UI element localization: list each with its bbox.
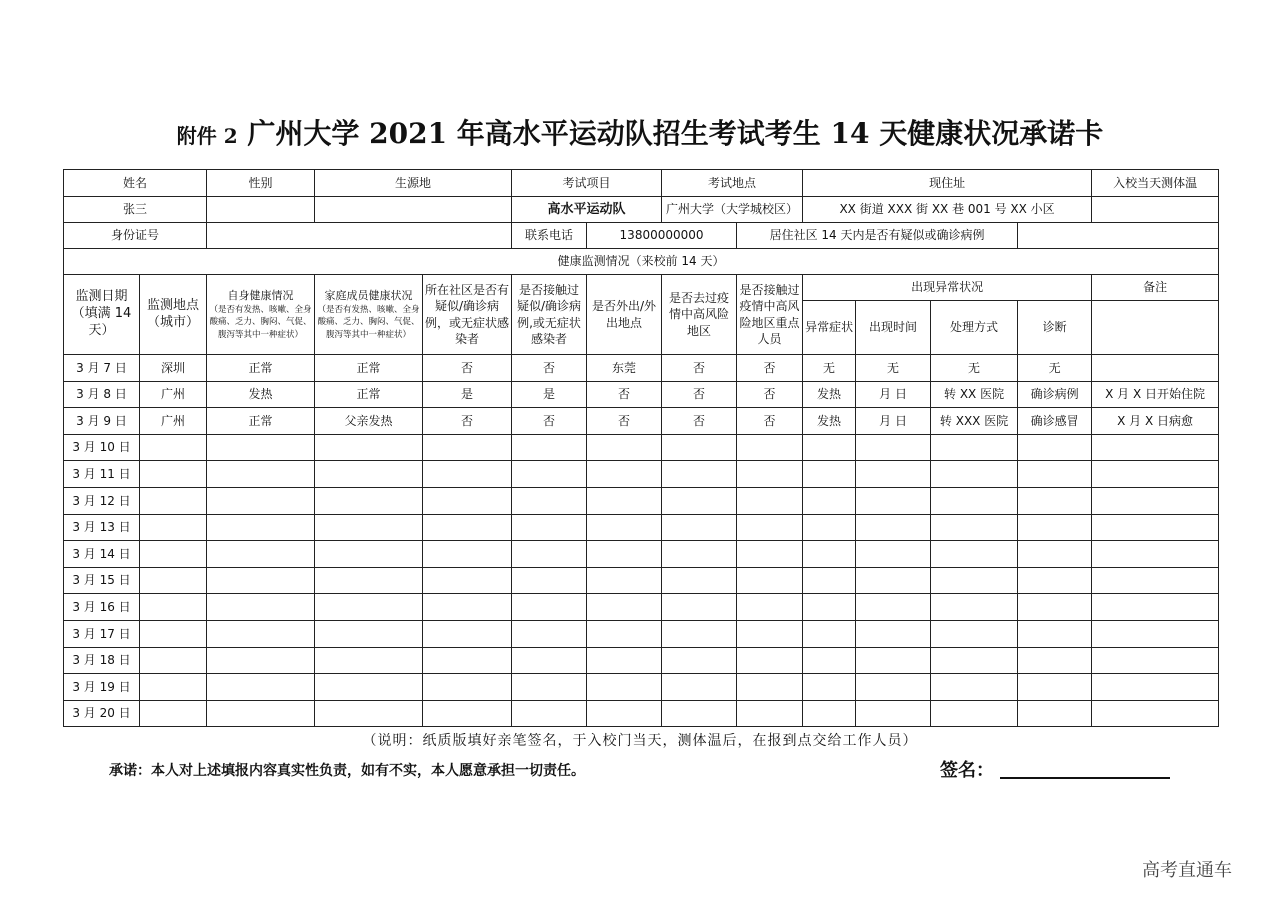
cell-risk-person[interactable] bbox=[737, 434, 803, 461]
cell-contact[interactable] bbox=[512, 514, 587, 541]
cell-risk-area[interactable] bbox=[662, 514, 737, 541]
cell-out[interactable] bbox=[587, 647, 662, 674]
cell-family[interactable] bbox=[315, 567, 423, 594]
cell-out[interactable]: 否 bbox=[587, 408, 662, 435]
cell-remark[interactable] bbox=[1092, 461, 1219, 488]
cell-contact[interactable] bbox=[512, 434, 587, 461]
cell-diagnosis[interactable]: 无 bbox=[1018, 355, 1092, 382]
header-self-health bbox=[207, 275, 315, 355]
cell-place[interactable] bbox=[140, 461, 207, 488]
cell-handling[interactable] bbox=[931, 647, 1018, 674]
cell-risk-person[interactable] bbox=[737, 594, 803, 621]
cell-date: 3 月 20 日 bbox=[64, 700, 140, 727]
cell-contact[interactable]: 是 bbox=[512, 381, 587, 408]
cell-date: 3 月 10 日 bbox=[64, 434, 140, 461]
cell-self[interactable] bbox=[207, 700, 315, 727]
cell-self[interactable] bbox=[207, 674, 315, 701]
phone-label: 联系电话 bbox=[512, 223, 587, 249]
cell-risk-area[interactable]: 否 bbox=[662, 381, 737, 408]
header-remarks: 备注 bbox=[1092, 275, 1219, 301]
cell-out[interactable] bbox=[587, 434, 662, 461]
cell-contact[interactable] bbox=[512, 487, 587, 514]
cell-diagnosis[interactable] bbox=[1018, 487, 1092, 514]
cell-community[interactable] bbox=[423, 514, 512, 541]
cell-remark[interactable] bbox=[1092, 434, 1219, 461]
table-row bbox=[64, 647, 1219, 674]
cell-community[interactable] bbox=[423, 434, 512, 461]
cell-handling[interactable] bbox=[931, 567, 1018, 594]
cell-out[interactable] bbox=[587, 541, 662, 568]
table-row bbox=[64, 355, 1219, 382]
family-health-title: 家庭成员健康状况 bbox=[324, 289, 413, 303]
cell-handling[interactable]: 转 XX 医院 bbox=[931, 381, 1018, 408]
cell-handling[interactable]: 转 XXX 医院 bbox=[931, 408, 1018, 435]
cell-self[interactable] bbox=[207, 434, 315, 461]
cell-remark[interactable] bbox=[1092, 514, 1219, 541]
header-high-risk-area: 是否去过疫情中高风险地区 bbox=[662, 275, 737, 355]
cell-community[interactable] bbox=[423, 594, 512, 621]
cell-risk-area[interactable] bbox=[662, 700, 737, 727]
cell-community[interactable] bbox=[423, 674, 512, 701]
cell-family[interactable] bbox=[315, 674, 423, 701]
cell-family[interactable]: 父亲发热 bbox=[315, 408, 423, 435]
cell-time[interactable] bbox=[856, 434, 931, 461]
cell-self[interactable] bbox=[207, 620, 315, 647]
cell-community[interactable] bbox=[423, 620, 512, 647]
cell-time[interactable] bbox=[856, 461, 931, 488]
monitor-section-title: 健康监测情况（来校前 14 天） bbox=[64, 249, 1219, 275]
cell-place[interactable]: 广州 bbox=[140, 408, 207, 435]
cell-diagnosis[interactable] bbox=[1018, 594, 1092, 621]
cell-place[interactable] bbox=[140, 700, 207, 727]
cell-contact[interactable] bbox=[512, 674, 587, 701]
cell-family[interactable] bbox=[315, 620, 423, 647]
header-remarks-blank bbox=[1092, 301, 1219, 355]
id-label: 身份证号 bbox=[64, 223, 207, 249]
cell-contact[interactable] bbox=[512, 567, 587, 594]
cell-place[interactable] bbox=[140, 647, 207, 674]
cell-time[interactable]: 无 bbox=[856, 355, 931, 382]
cell-remark[interactable]: X 月 X 日开始住院 bbox=[1092, 381, 1219, 408]
cell-time[interactable] bbox=[856, 674, 931, 701]
table-row bbox=[64, 461, 1219, 488]
cell-diagnosis[interactable] bbox=[1018, 674, 1092, 701]
cell-remark[interactable] bbox=[1092, 567, 1219, 594]
cell-self[interactable]: 正常 bbox=[207, 408, 315, 435]
cell-remark[interactable] bbox=[1092, 355, 1219, 382]
cell-contact[interactable] bbox=[512, 461, 587, 488]
cell-place[interactable] bbox=[140, 620, 207, 647]
cell-community[interactable] bbox=[423, 461, 512, 488]
cell-symptom[interactable]: 发热 bbox=[803, 381, 856, 408]
cell-date: 3 月 7 日 bbox=[64, 355, 140, 382]
cell-risk-area[interactable] bbox=[662, 541, 737, 568]
header-symptom: 异常症状 bbox=[803, 301, 856, 355]
cell-handling[interactable] bbox=[931, 541, 1018, 568]
table-row bbox=[64, 487, 1219, 514]
cell-time[interactable]: 月 日 bbox=[856, 381, 931, 408]
cell-handling[interactable] bbox=[931, 434, 1018, 461]
cell-place[interactable] bbox=[140, 674, 207, 701]
cell-risk-person[interactable]: 否 bbox=[737, 408, 803, 435]
cell-out[interactable] bbox=[587, 700, 662, 727]
cell-remark[interactable] bbox=[1092, 620, 1219, 647]
cell-community[interactable] bbox=[423, 541, 512, 568]
cell-remark[interactable] bbox=[1092, 674, 1219, 701]
cell-out[interactable]: 东莞 bbox=[587, 355, 662, 382]
cell-date: 3 月 18 日 bbox=[64, 647, 140, 674]
cell-risk-person[interactable] bbox=[737, 461, 803, 488]
cell-handling[interactable] bbox=[931, 487, 1018, 514]
cell-community[interactable] bbox=[423, 487, 512, 514]
cell-handling[interactable] bbox=[931, 461, 1018, 488]
cell-diagnosis[interactable] bbox=[1018, 461, 1092, 488]
cell-symptom[interactable] bbox=[803, 674, 856, 701]
cell-date: 3 月 16 日 bbox=[64, 594, 140, 621]
cell-symptom[interactable] bbox=[803, 514, 856, 541]
cell-self[interactable] bbox=[207, 487, 315, 514]
cell-symptom[interactable] bbox=[803, 487, 856, 514]
cell-place[interactable]: 广州 bbox=[140, 381, 207, 408]
family-health-sub: （是否有发热、咳嗽、全身酸痛、乏力、胸闷、气促、腹泻等其中一种症状） bbox=[317, 305, 420, 340]
cell-self[interactable]: 发热 bbox=[207, 381, 315, 408]
table-row bbox=[64, 514, 1219, 541]
table-row bbox=[64, 541, 1219, 568]
gender-value[interactable] bbox=[207, 197, 315, 223]
table-row bbox=[64, 567, 1219, 594]
temperature-label: 入校当天测体温 bbox=[1092, 170, 1219, 197]
cell-risk-person[interactable] bbox=[737, 674, 803, 701]
header-diagnosis: 诊断 bbox=[1018, 301, 1092, 355]
cell-diagnosis[interactable] bbox=[1018, 647, 1092, 674]
id-value[interactable] bbox=[207, 223, 512, 249]
cell-place[interactable] bbox=[140, 594, 207, 621]
cell-out[interactable] bbox=[587, 567, 662, 594]
cell-time[interactable] bbox=[856, 567, 931, 594]
table-row bbox=[64, 594, 1219, 621]
cell-risk-area[interactable] bbox=[662, 674, 737, 701]
cell-out[interactable] bbox=[587, 514, 662, 541]
health-commitment-table bbox=[63, 169, 1219, 727]
self-health-sub: （是否有发热、咳嗽、全身酸痛、乏力、胸闷、气促、腹泻等其中一种症状） bbox=[209, 305, 312, 340]
cell-risk-person[interactable] bbox=[737, 620, 803, 647]
cell-handling[interactable] bbox=[931, 594, 1018, 621]
cell-risk-area[interactable] bbox=[662, 647, 737, 674]
cell-place[interactable] bbox=[140, 434, 207, 461]
cell-remark[interactable] bbox=[1092, 700, 1219, 727]
header-went-out: 是否外出/外出地点 bbox=[587, 275, 662, 355]
cell-risk-person[interactable] bbox=[737, 700, 803, 727]
cell-symptom[interactable] bbox=[803, 594, 856, 621]
cell-contact[interactable]: 否 bbox=[512, 355, 587, 382]
name-value[interactable]: 张三 bbox=[64, 197, 207, 223]
header-place: 监测地点（城市） bbox=[140, 275, 207, 355]
cell-contact[interactable] bbox=[512, 594, 587, 621]
cell-family[interactable]: 正常 bbox=[315, 381, 423, 408]
cell-date: 3 月 15 日 bbox=[64, 567, 140, 594]
cell-community[interactable] bbox=[423, 567, 512, 594]
cell-diagnosis[interactable] bbox=[1018, 567, 1092, 594]
cell-date: 3 月 12 日 bbox=[64, 487, 140, 514]
cell-date: 3 月 17 日 bbox=[64, 620, 140, 647]
cell-date: 3 月 19 日 bbox=[64, 674, 140, 701]
cell-out[interactable]: 否 bbox=[587, 381, 662, 408]
cell-out[interactable] bbox=[587, 674, 662, 701]
table-row bbox=[64, 381, 1219, 408]
header-date: 监测日期（填满 14 天） bbox=[64, 275, 140, 355]
cell-risk-area[interactable]: 否 bbox=[662, 355, 737, 382]
cell-time[interactable] bbox=[856, 487, 931, 514]
cell-date: 3 月 11 日 bbox=[64, 461, 140, 488]
cell-place[interactable] bbox=[140, 514, 207, 541]
cell-time[interactable] bbox=[856, 514, 931, 541]
exam-item-value[interactable]: 高水平运动队 bbox=[512, 197, 662, 223]
cell-time[interactable] bbox=[856, 541, 931, 568]
cell-remark[interactable]: X 月 X 日病愈 bbox=[1092, 408, 1219, 435]
cell-diagnosis[interactable]: 确诊感冒 bbox=[1018, 408, 1092, 435]
cell-date: 3 月 13 日 bbox=[64, 514, 140, 541]
cell-risk-person[interactable] bbox=[737, 514, 803, 541]
cell-contact[interactable] bbox=[512, 700, 587, 727]
cell-contact[interactable] bbox=[512, 647, 587, 674]
cell-risk-area[interactable] bbox=[662, 434, 737, 461]
self-health-title: 自身健康情况 bbox=[227, 289, 294, 303]
cell-remark[interactable] bbox=[1092, 647, 1219, 674]
cell-risk-person[interactable] bbox=[737, 567, 803, 594]
cell-diagnosis[interactable] bbox=[1018, 434, 1092, 461]
cell-symptom[interactable] bbox=[803, 700, 856, 727]
exam-location-label: 考试地点 bbox=[662, 170, 803, 197]
temperature-value[interactable] bbox=[1092, 197, 1219, 223]
cell-diagnosis[interactable] bbox=[1018, 514, 1092, 541]
exam-location-value[interactable]: 广州大学（大学城校区） bbox=[662, 197, 803, 223]
cell-risk-area[interactable] bbox=[662, 461, 737, 488]
cell-symptom[interactable] bbox=[803, 461, 856, 488]
header-high-risk-person: 是否接触过疫情中高风险地区重点人员 bbox=[737, 275, 803, 355]
cell-handling[interactable] bbox=[931, 674, 1018, 701]
cell-diagnosis[interactable] bbox=[1018, 541, 1092, 568]
cell-self[interactable] bbox=[207, 514, 315, 541]
cell-family[interactable] bbox=[315, 594, 423, 621]
cell-place[interactable] bbox=[140, 541, 207, 568]
cell-out[interactable] bbox=[587, 461, 662, 488]
cell-out[interactable] bbox=[587, 620, 662, 647]
cell-time[interactable]: 月 日 bbox=[856, 408, 931, 435]
cell-risk-area[interactable]: 否 bbox=[662, 408, 737, 435]
title-prefix: 附件 2 bbox=[176, 124, 238, 148]
cell-handling[interactable] bbox=[931, 620, 1018, 647]
cell-date: 3 月 14 日 bbox=[64, 541, 140, 568]
cell-diagnosis[interactable] bbox=[1018, 700, 1092, 727]
cell-remark[interactable] bbox=[1092, 487, 1219, 514]
cell-self[interactable]: 正常 bbox=[207, 355, 315, 382]
cell-family[interactable] bbox=[315, 487, 423, 514]
cell-risk-person[interactable]: 否 bbox=[737, 381, 803, 408]
cell-date: 3 月 9 日 bbox=[64, 408, 140, 435]
cell-family[interactable] bbox=[315, 700, 423, 727]
cell-date: 3 月 8 日 bbox=[64, 381, 140, 408]
cell-self[interactable] bbox=[207, 594, 315, 621]
cell-family[interactable] bbox=[315, 434, 423, 461]
cell-contact[interactable] bbox=[512, 541, 587, 568]
watermark: 高考直通车 bbox=[1142, 860, 1232, 881]
cell-risk-area[interactable] bbox=[662, 594, 737, 621]
cell-symptom[interactable] bbox=[803, 620, 856, 647]
promise-statement: 承诺：本人对上述填报内容真实性负责，如有不实，本人愿意承担一切责任。 bbox=[109, 763, 585, 779]
cell-remark[interactable] bbox=[1092, 594, 1219, 621]
cell-family[interactable] bbox=[315, 647, 423, 674]
cell-place[interactable] bbox=[140, 567, 207, 594]
origin-value[interactable] bbox=[315, 197, 512, 223]
cell-time[interactable] bbox=[856, 647, 931, 674]
table-row bbox=[64, 408, 1219, 435]
cell-symptom[interactable] bbox=[803, 434, 856, 461]
cell-self[interactable] bbox=[207, 461, 315, 488]
cell-community[interactable] bbox=[423, 647, 512, 674]
cell-risk-person[interactable] bbox=[737, 487, 803, 514]
cell-handling[interactable]: 无 bbox=[931, 355, 1018, 382]
exam-item-label: 考试项目 bbox=[512, 170, 662, 197]
origin-label: 生源地 bbox=[315, 170, 512, 197]
table-row bbox=[64, 674, 1219, 701]
address-value[interactable]: XX 街道 XXX 街 XX 巷 001 号 XX 小区 bbox=[803, 197, 1092, 223]
document-title bbox=[0, 112, 1280, 152]
cell-symptom[interactable] bbox=[803, 567, 856, 594]
cell-handling[interactable] bbox=[931, 700, 1018, 727]
cell-symptom[interactable] bbox=[803, 647, 856, 674]
header-abnormal: 出现异常状况 bbox=[803, 275, 1092, 301]
cell-out[interactable] bbox=[587, 487, 662, 514]
cell-family[interactable] bbox=[315, 514, 423, 541]
signature-label: 签名： bbox=[940, 760, 994, 781]
cell-place[interactable] bbox=[140, 487, 207, 514]
phone-value[interactable]: 13800000000 bbox=[587, 223, 737, 249]
gender-label: 性别 bbox=[207, 170, 315, 197]
cell-out[interactable] bbox=[587, 594, 662, 621]
cell-diagnosis[interactable]: 确诊病例 bbox=[1018, 381, 1092, 408]
table-row bbox=[64, 434, 1219, 461]
cell-self[interactable] bbox=[207, 567, 315, 594]
cell-time[interactable] bbox=[856, 594, 931, 621]
cell-family[interactable]: 正常 bbox=[315, 355, 423, 382]
cell-self[interactable] bbox=[207, 541, 315, 568]
header-family-health bbox=[315, 275, 423, 355]
community-case-label: 居住社区 14 天内是否有疑似或确诊病例 bbox=[737, 223, 1018, 249]
cell-time[interactable] bbox=[856, 620, 931, 647]
cell-risk-area[interactable] bbox=[662, 620, 737, 647]
cell-community[interactable]: 否 bbox=[423, 408, 512, 435]
cell-community[interactable]: 是 bbox=[423, 381, 512, 408]
cell-community[interactable]: 否 bbox=[423, 355, 512, 382]
cell-symptom[interactable]: 无 bbox=[803, 355, 856, 382]
cell-symptom[interactable] bbox=[803, 541, 856, 568]
cell-diagnosis[interactable] bbox=[1018, 620, 1092, 647]
name-label: 姓名 bbox=[64, 170, 207, 197]
cell-risk-person[interactable] bbox=[737, 541, 803, 568]
cell-contact[interactable] bbox=[512, 620, 587, 647]
cell-remark[interactable] bbox=[1092, 541, 1219, 568]
cell-symptom[interactable]: 发热 bbox=[803, 408, 856, 435]
cell-handling[interactable] bbox=[931, 514, 1018, 541]
header-community-case: 所在社区是否有疑似/确诊病例，或无症状感染者 bbox=[423, 275, 512, 355]
header-handling: 处理方式 bbox=[931, 301, 1018, 355]
instruction-note: （说明：纸质版填好亲笔签名，于入校门当天，测体温后，在报到点交给工作人员） bbox=[362, 733, 918, 749]
community-case-value[interactable] bbox=[1018, 223, 1219, 249]
cell-family[interactable] bbox=[315, 461, 423, 488]
cell-time[interactable] bbox=[856, 700, 931, 727]
header-time: 出现时间 bbox=[856, 301, 931, 355]
cell-risk-area[interactable] bbox=[662, 487, 737, 514]
cell-community[interactable] bbox=[423, 700, 512, 727]
signature-line[interactable] bbox=[1000, 777, 1170, 779]
cell-risk-area[interactable] bbox=[662, 567, 737, 594]
address-label: 现住址 bbox=[803, 170, 1092, 197]
header-contact-case: 是否接触过疑似/确诊病例,或无症状感染者 bbox=[512, 275, 587, 355]
table-row bbox=[64, 700, 1219, 727]
title-main: 广州大学 2021 年高水平运动队招生考试考生 14 天健康状况承诺卡 bbox=[247, 117, 1104, 150]
cell-risk-person[interactable]: 否 bbox=[737, 355, 803, 382]
cell-family[interactable] bbox=[315, 541, 423, 568]
cell-risk-person[interactable] bbox=[737, 647, 803, 674]
cell-self[interactable] bbox=[207, 647, 315, 674]
cell-place[interactable]: 深圳 bbox=[140, 355, 207, 382]
table-row bbox=[64, 620, 1219, 647]
cell-contact[interactable]: 否 bbox=[512, 408, 587, 435]
